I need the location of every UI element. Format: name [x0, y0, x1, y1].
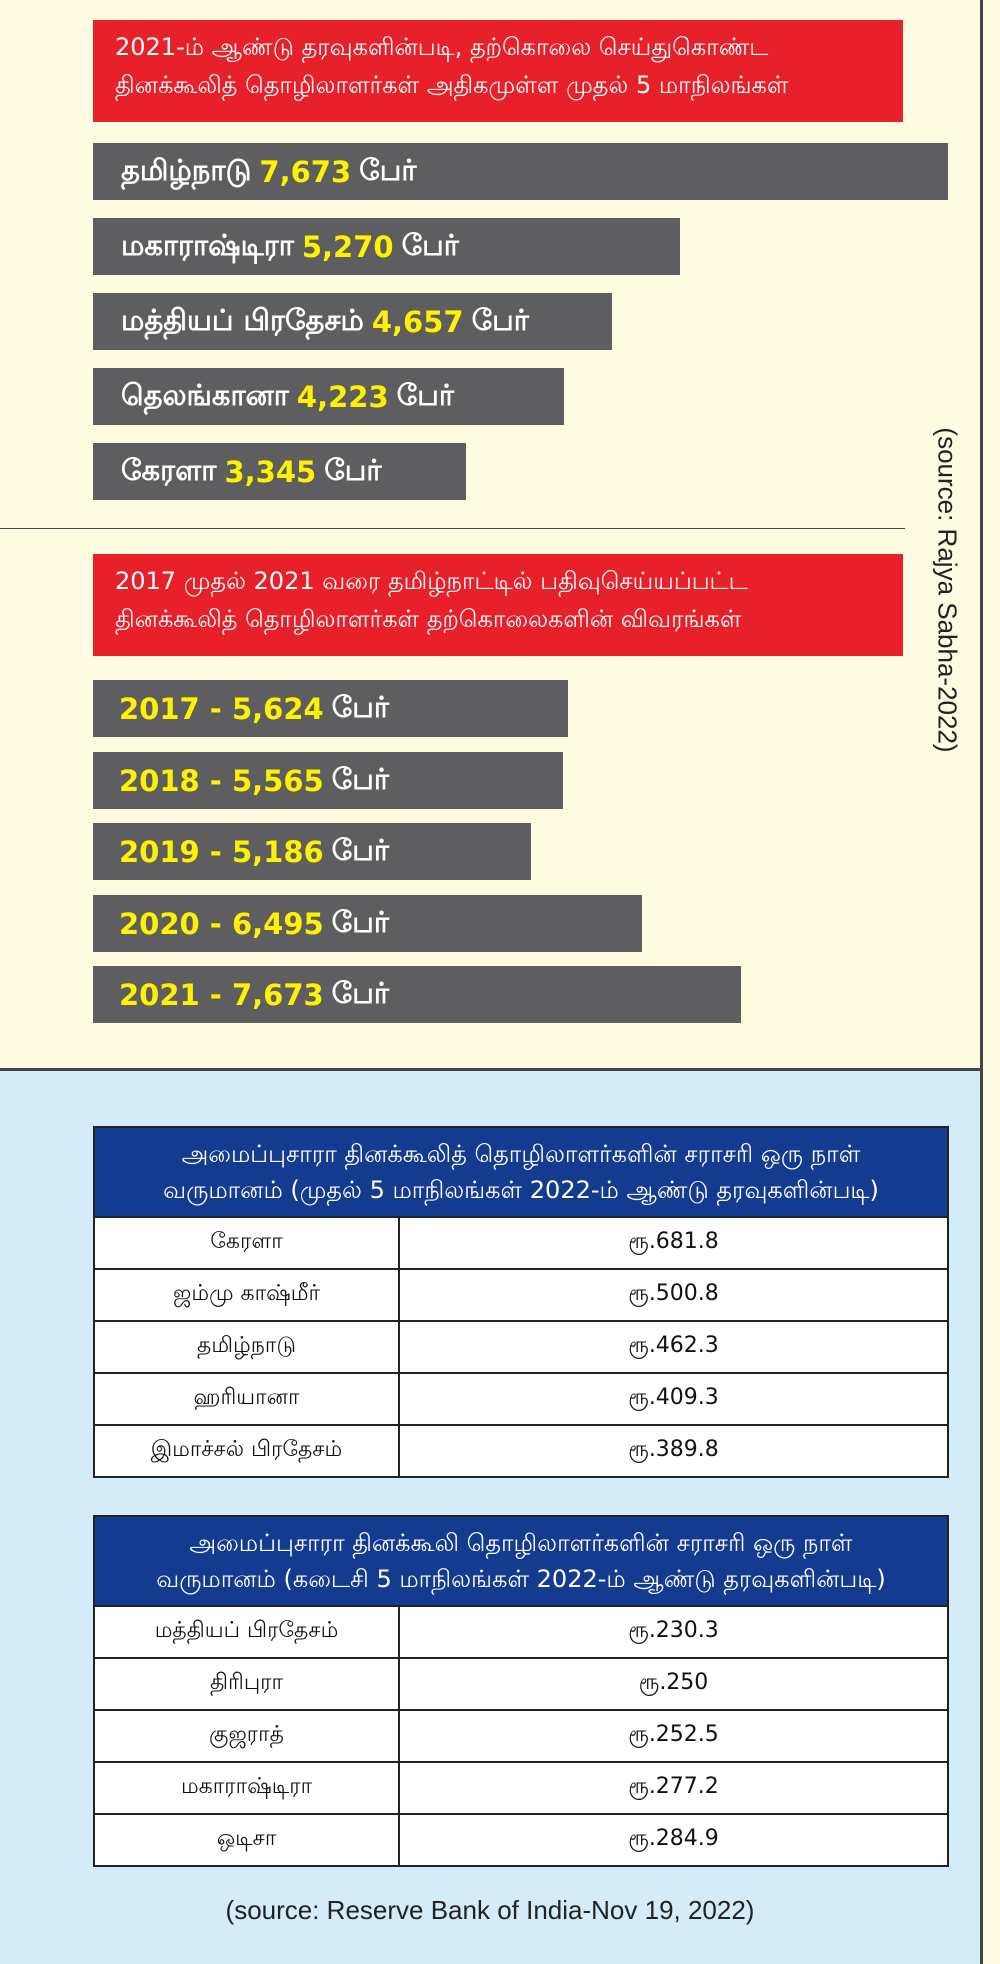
top-wage-table-row	[94, 1373, 948, 1425]
chart2-bar-unit: பேர்	[331, 904, 389, 939]
top-wage-table-row	[94, 1425, 948, 1477]
bottom-wage-table-wage-cell: ரூ.252.5	[399, 1710, 948, 1762]
top-wage-table-state-cell: இமாச்சல் பிரதேசம்	[94, 1425, 399, 1477]
bottom-wage-table-wage-cell: ரூ.277.2	[399, 1762, 948, 1814]
bottom-wage-table-state-cell: ஒடிசா	[94, 1814, 399, 1866]
chart2-bar	[93, 966, 741, 1023]
top-wage-table-header	[94, 1127, 948, 1217]
chart1-bar-value: 7,673	[259, 154, 352, 189]
chart2-bar-label: 2019 - 5,186	[119, 834, 324, 869]
chart2-bar	[93, 823, 531, 880]
top-wage-table-title-line-1: அமைப்புசாரா தினக்கூலித் தொழிலாளர்களின் சராசரி ஒரு நாள்	[181, 1140, 861, 1168]
chart2-bar-label: 2020 - 6,495	[119, 906, 324, 941]
chart1-bar	[93, 293, 612, 350]
chart2-bar-unit: பேர்	[331, 832, 389, 867]
bottom-wage-table-row	[94, 1606, 948, 1658]
top-wage-table-wage-cell: ரூ.409.3	[399, 1373, 948, 1425]
top-wage-table-state-cell: ஜம்மு காஷ்மீர்	[94, 1269, 399, 1321]
chart1-bar-value: 3,345	[224, 454, 317, 489]
top-wage-table	[93, 1126, 949, 1478]
bottom-wage-table-state-cell: மகாராஷ்டிரா	[94, 1762, 399, 1814]
chart2-bar	[93, 680, 568, 737]
chart1-bar-value: 5,270	[301, 229, 394, 264]
bottom-wage-table-title-line-1: அமைப்புசாரா தினக்கூலி தொழிலாளர்களின் சராசரி ஒரு நாள்	[189, 1529, 853, 1557]
chart2-bar-label: 2017 - 5,624	[119, 691, 324, 726]
top-wage-table-state-cell: ஹரியானா	[94, 1373, 399, 1425]
top-wage-table-title-line-2: வருமானம் (முதல் 5 மாநிலங்கள் 2022-ம் ஆண்டு தரவுகளின்படி)	[163, 1176, 879, 1204]
top-wage-table-row	[94, 1269, 948, 1321]
chart1-bar-unit: பேர்	[471, 302, 529, 337]
chart1-bar-unit: பேர்	[401, 227, 459, 262]
bottom-wage-table-title-line-2: வருமானம் (கடைசி 5 மாநிலங்கள் 2022-ம் ஆண்டு தரவுகளின்படி)	[156, 1565, 886, 1593]
chart1-bar-unit: பேர்	[396, 377, 454, 412]
bottom-wage-table-wage-cell: ரூ.284.9	[399, 1814, 948, 1866]
bottom-wage-table-header	[94, 1516, 948, 1606]
chart2-bar-unit: பேர்	[331, 689, 389, 724]
top-wage-table-wage-cell: ரூ.500.8	[399, 1269, 948, 1321]
top-wage-table-row	[94, 1321, 948, 1373]
chart2-bar-unit: பேர்	[331, 975, 389, 1010]
chart2-bar	[93, 752, 563, 809]
bottom-wage-table-state-cell: திரிபுரா	[94, 1658, 399, 1710]
chart2-bar	[93, 895, 642, 952]
section-divider	[0, 528, 905, 529]
chart1-bar	[93, 143, 948, 200]
chart1-bar	[93, 443, 466, 500]
chart2-title-line-2: தினக்கூலித் தொழிலாளர்கள் தற்கொலைகளின் விவரங்கள்	[115, 605, 742, 633]
bottom-wage-table-state-cell: குஜராத்	[94, 1710, 399, 1762]
top-wage-table-state-cell: தமிழ்நாடு	[94, 1321, 399, 1373]
chart2-bar-label: 2021 - 7,673	[119, 977, 324, 1012]
bottom-wage-table-row	[94, 1658, 948, 1710]
top-wage-table-wage-cell: ரூ.462.3	[399, 1321, 948, 1373]
chart1-bar-label: கேரளா	[121, 452, 217, 487]
top-wage-table-row	[94, 1217, 948, 1269]
chart1-bar-label: தமிழ்நாடு	[121, 152, 252, 187]
chart1-bar	[93, 218, 680, 275]
top-wage-table-wage-cell: ரூ.389.8	[399, 1425, 948, 1477]
chart1-title-line-2: தினக்கூலித் தொழிலாளர்கள் அதிகமுள்ள முதல் 5 மாநிலங்கள்	[115, 71, 789, 99]
chart1-bar	[93, 368, 564, 425]
rajya-sabha-source: (source: Rajya Sabha-2022)	[932, 427, 963, 753]
bottom-wage-table-row	[94, 1762, 948, 1814]
top-wage-table-state-cell: கேரளா	[94, 1217, 399, 1269]
chart2-bar-unit: பேர்	[331, 761, 389, 796]
chart2-bar-label: 2018 - 5,565	[119, 763, 324, 798]
chart1-bar-value: 4,657	[371, 304, 464, 339]
bottom-wage-table-row	[94, 1710, 948, 1762]
chart1-bar-label: மத்தியப் பிரதேசம்	[121, 302, 364, 337]
top-wage-table-wage-cell: ரூ.681.8	[399, 1217, 948, 1269]
chart2-title-line-1: 2017 முதல் 2021 வரை தமிழ்நாட்டில் பதிவுசெய்யப்பட்ட	[115, 567, 748, 595]
chart1-bar-label: மகாராஷ்டிரா	[121, 227, 294, 262]
rbi-source: (source: Reserve Bank of India-Nov 19, 2022)	[225, 1895, 755, 1925]
bottom-wage-table-wage-cell: ரூ.230.3	[399, 1606, 948, 1658]
chart1-title-banner	[93, 20, 903, 122]
bottom-wage-table-row	[94, 1814, 948, 1866]
bottom-wage-table-wage-cell: ரூ.250	[399, 1658, 948, 1710]
chart1-bar-label: தெலங்கானா	[121, 377, 289, 412]
chart2-title-banner	[93, 554, 903, 656]
chart1-bar-unit: பேர்	[359, 152, 417, 187]
chart1-bar-unit: பேர்	[324, 452, 382, 487]
bottom-wage-table	[93, 1515, 949, 1867]
chart1-title-line-1: 2021-ம் ஆண்டு தரவுகளின்படி, தற்கொலை செய்துகொண்ட	[115, 33, 769, 61]
chart1-bar-value: 4,223	[296, 379, 389, 414]
bottom-wage-table-state-cell: மத்தியப் பிரதேசம்	[94, 1606, 399, 1658]
